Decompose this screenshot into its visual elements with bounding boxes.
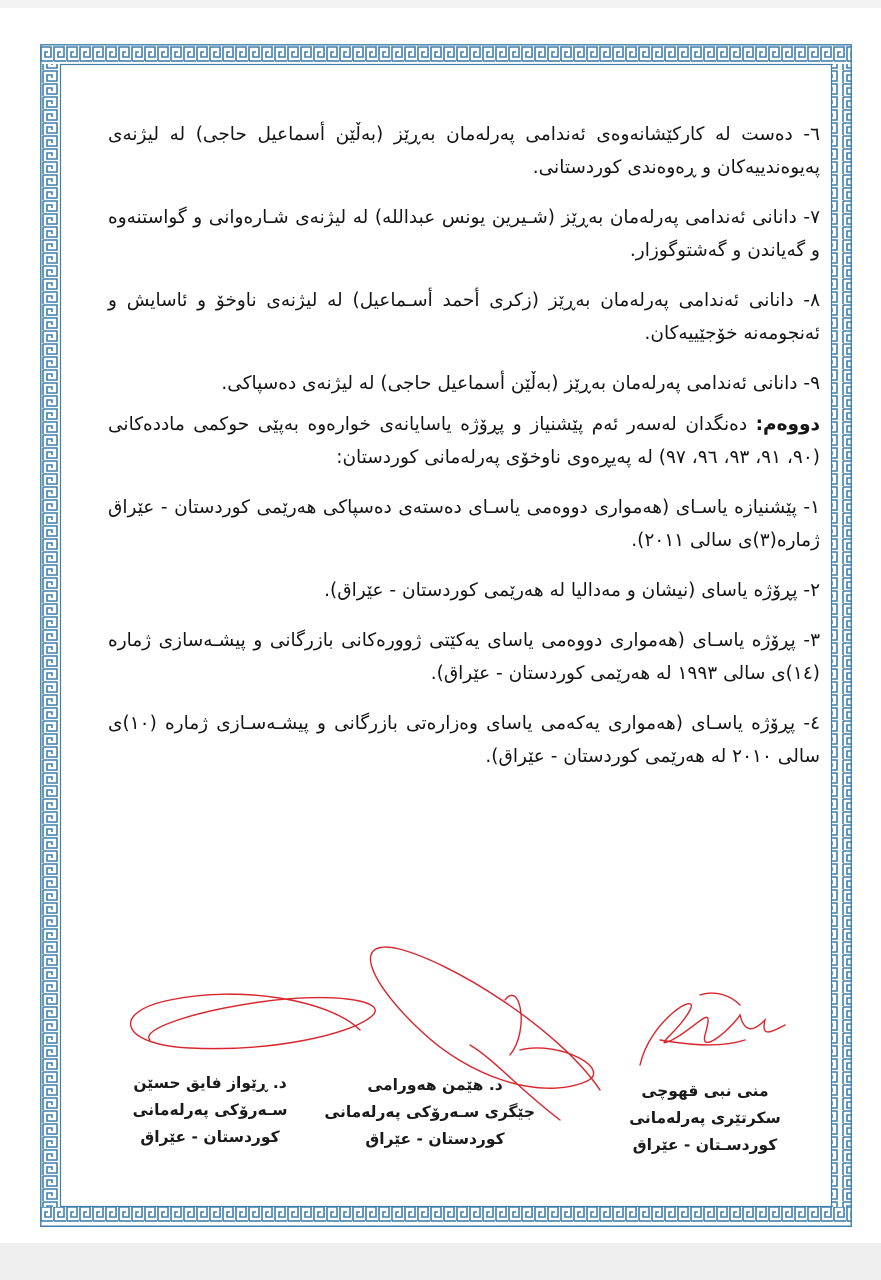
document-body [108, 118, 820, 790]
item-3: ٣- پڕۆژە یاسـای (هەمواری دووەمی یاسای یەكێتی ژوورەكانی بازرگانی و پیشـەسازی ژمارە (١٤)ی سالی ١٩٩٣ لە هەرێمی كوردستان - عێراق). [108, 630, 820, 684]
signer-region: كوردسـتان - عێراق [632, 1136, 778, 1154]
signature-deputy-speaker [324, 1072, 535, 1153]
signer-name: د. ڕێواز فایق حسێن [133, 1074, 287, 1092]
bottom-strip [0, 1243, 881, 1280]
signature-speaker [120, 1070, 300, 1151]
paragraph-8: ٨- دانانی ئەندامی پەرلەمان بەڕێز (زكری أحمد أسـماعیل) لە لیژنەی ناوخۆ و ئاسایش و ئەنجومەنە خۆجێییەكان. [108, 290, 820, 344]
signer-region: كوردستان - عێراق [140, 1128, 280, 1146]
item-4: ٤- پڕۆژە یاسـای (هەمواری یەكەمی یاسای وەزارەتی بازرگانی و پیشـەسـازی ژمارە (١٠)ی سالی ٢٠١٠ لە هەرێمی كوردستان - عێراق). [108, 713, 820, 767]
section-two-heading: دووەم: [755, 414, 820, 435]
section-two-text: دەنگدان لەسەر ئەم پێشنیاز و پڕۆژە یاسایانەی خوارەوە بەپێی حوكمی ماددەكانی (٩٠، ٩١، ٩٣، ٩٦، ٩٧) لە پەیڕەوی ناوخۆی پەرلەمانی كوردستان: [108, 414, 820, 468]
paragraph-7: ٧- دانانی ئەندامی پەرلەمان بەڕێز (شـیرین یونس عبدالله) لە لیژنەی شـارەوانی و گواستنەوە و گەیاندن و گەشتوگوزار. [108, 207, 820, 261]
item-1: ١- پێشنیازە یاسـای (هەمواری دووەمی یاسـای دەستەی دەسپاكی هەرێمی كوردستان - عێراق ژمارە(٣)ی سالی ٢٠١١). [108, 497, 820, 551]
section-two [108, 408, 820, 474]
signature-secretary [610, 1078, 800, 1159]
paragraph-9: ٩- دانانی ئەندامی پەرلەمان بەڕێز (بەڵێن أسماعیل حاجی) لە لیژنەی دەسپاكی. [221, 373, 820, 394]
signer-name: د. هێمن هەورامی [367, 1076, 503, 1094]
signer-region: كوردستان - عێراق [365, 1130, 505, 1148]
signer-name: منى نبى قهوچى [641, 1082, 769, 1100]
signer-title: سكرتێری پەرلەمانی [629, 1109, 781, 1127]
signer-title: سـەرۆكی پەرلەمانی [132, 1101, 288, 1119]
paragraph-6: ٦- دەست لە كاركێشانەوەی ئەندامی پەرلەمان بەڕێز (بەڵێن أسماعیل حاجی) لە لیژنەی پەیوەندییەكان و ڕەوەندی كوردستانی. [108, 124, 820, 178]
item-2: ٢- پڕۆژە یاسای (نیشان و مەدالیا لە هەرێمی كوردستان - عێراق). [324, 580, 820, 601]
signer-title: جێگری سـەرۆكی پەرلەمانی [324, 1103, 535, 1121]
